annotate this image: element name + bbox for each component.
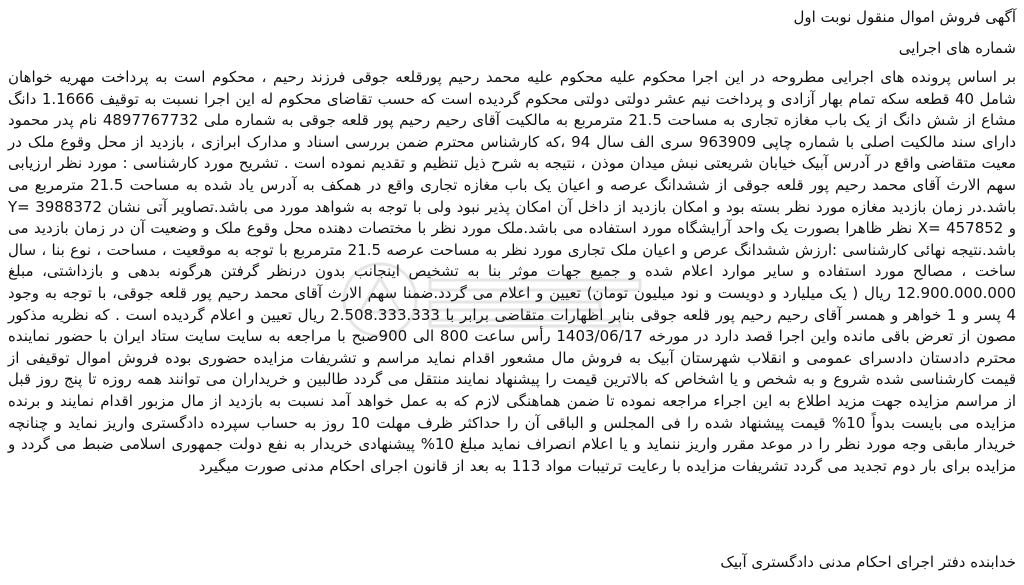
notice-title: آگهی فروش اموال منقول نوبت اول xyxy=(793,8,1016,26)
notice-number-label: شماره های اجرایی xyxy=(898,39,1016,57)
notice-body: بر اساس پرونده های اجرایی مطروحه در این اجرا محکوم علیه محکوم علیه محمد رحیم پورقلعه جوقی فرزند رحیم ، محکوم است به پرداخت مهریه خواهان شامل 40 قطعه سکه تمام بهار آزادی و پرداخت نیم عشر دولتی دولتی محکوم گردیده است که حسب تقاضای محکوم له این اجرا نسبت به توقیف 1.1666 دانگ مشاع از شش دانگ از یک باب مغازه تجاری به مساحت 21.5 مترمربع به مالکیت آقای رحیم رحیم پور قلعه جوقی به شماره ملی 4897767732 نام پدر محمود دارای سند مالکیت اصلی با شماره چاپی 963909 سری الف سال 94 ،که کارشناس محترم ضمن بررسی اسناد و مدارک ابرازی ، بازدید از محل وقوع ملک در معیت متقاضی واقع در آدرس آبیک خیابان شریعتی نبش میدان موذن ، نتیجه به شرح ذیل تنظیم و تقدیم نموده است . تشریح مورد کارشناسی : مورد نظر ارزیابی سهم الارث آقای محمد رحیم پور قلعه جوقی از ششدانگ عرصه و اعیان یک باب مغازه تجاری واقع در همکف به آدرس یاد شده به مساحت 21.5 مترمربع می باشد.در زمان بازدید مغازه مورد نظر بسته بود و امکان بازدید از داخل آن امکان پذیر نبود ولی با توجه به شواهد مورد می باشد.تصاویر آتی نشان Y= 3988372 و X= 457852 نظر ظاهرا بصورت یک واحد آرایشگاه مورد استفاده می باشد.ملک مورد نظر با مختصات دهنده محل وقوع ملک و وضعیت آن در زمان بازدید می باشد.نتیجه نهائی کارشناسی :ارزش ششدانگ عرص و اعیان ملک تجاری مورد نظر به مساحت عرصه 21.5 مترمربع با توجه به موقعیت ، مساحت ، نوع بنا ، سال ساخت ، مصالح مورد استفاده و سایر موارد اعلام شده و جمیع جهات موثر بنا به تشخیص اینجانب بدون درنظر گرفتن هرگونه بدهی و بازداشتی، مبلغ 12.900.000.000 ریال ( یک میلیارد و دویست و نود میلیون تومان) تعیین و اعلام می گردد.ضمنا سهم الارث آقای محمد رحیم پور قلعه جوقی، با توجه به وجود 4 پسر و 1 خواهر و همسر آقای رحیم رحیم پور قلعه جوقی بنابر اظهارات متقاضی برابر با 2.508.333.333 ریال تعیین و اعلام گردیده است . که نظریه مذکور مصون از تعرض باقی مانده واین اجرا قصد دارد در مورخه 1403/06/17 رأس ساعت 800 الی 900صبح با مراجعه به سایت سایت ستاد ایران با حضور نماینده محترم دادستان دادسرای عمومی و انقلاب شهرستان آبیک به فروش مال مشعور اقدام نماید مراسم و تشریفات مزایده حضوری بوده فروش اموال توقیفی از قیمت کارشناسی شده شروع و به شخص و یا اشخاص که بالاترین قیمت را پیشنهاد نمایند منتقل می گردد طالبین و خریداران می توانند همه روزه تا پنج روز قبل از مراسم مزایده جهت مزید اطلاع به این اجراء مراجعه نموده تا ضمن هماهنگی لازم که به عمل خواهد آمد نسبت به بازدید از مال مزبور اقدام نمایند و برنده مزایده می بایست بدواً 10% قیمت پیشنهاد شده را فی المجلس و الباقی آن را حداکثر ظرف مهلت 10 روز به حساب سپرده دادگستری واریز نماید و چنانچه خریدار مابقی وجه مورد نظر را در موعد مقرر واریز ننماید و یا اعلام انصراف نماید مبلغ 10% پیشنهادی خریدار به نفع دولت جمهوری اسلامی ضبط می گردد و مزایده برای بار دوم تجدید می گردد تشریفات مزایده با رعایت ترتیبات مواد 113 به بعد از قانون اجرای احکام مدنی صورت میگیرد xyxy=(8,68,1017,475)
notice-footer: خدابنده دفتر اجرای احکام مدنی دادگستری آبیک xyxy=(720,553,1016,571)
